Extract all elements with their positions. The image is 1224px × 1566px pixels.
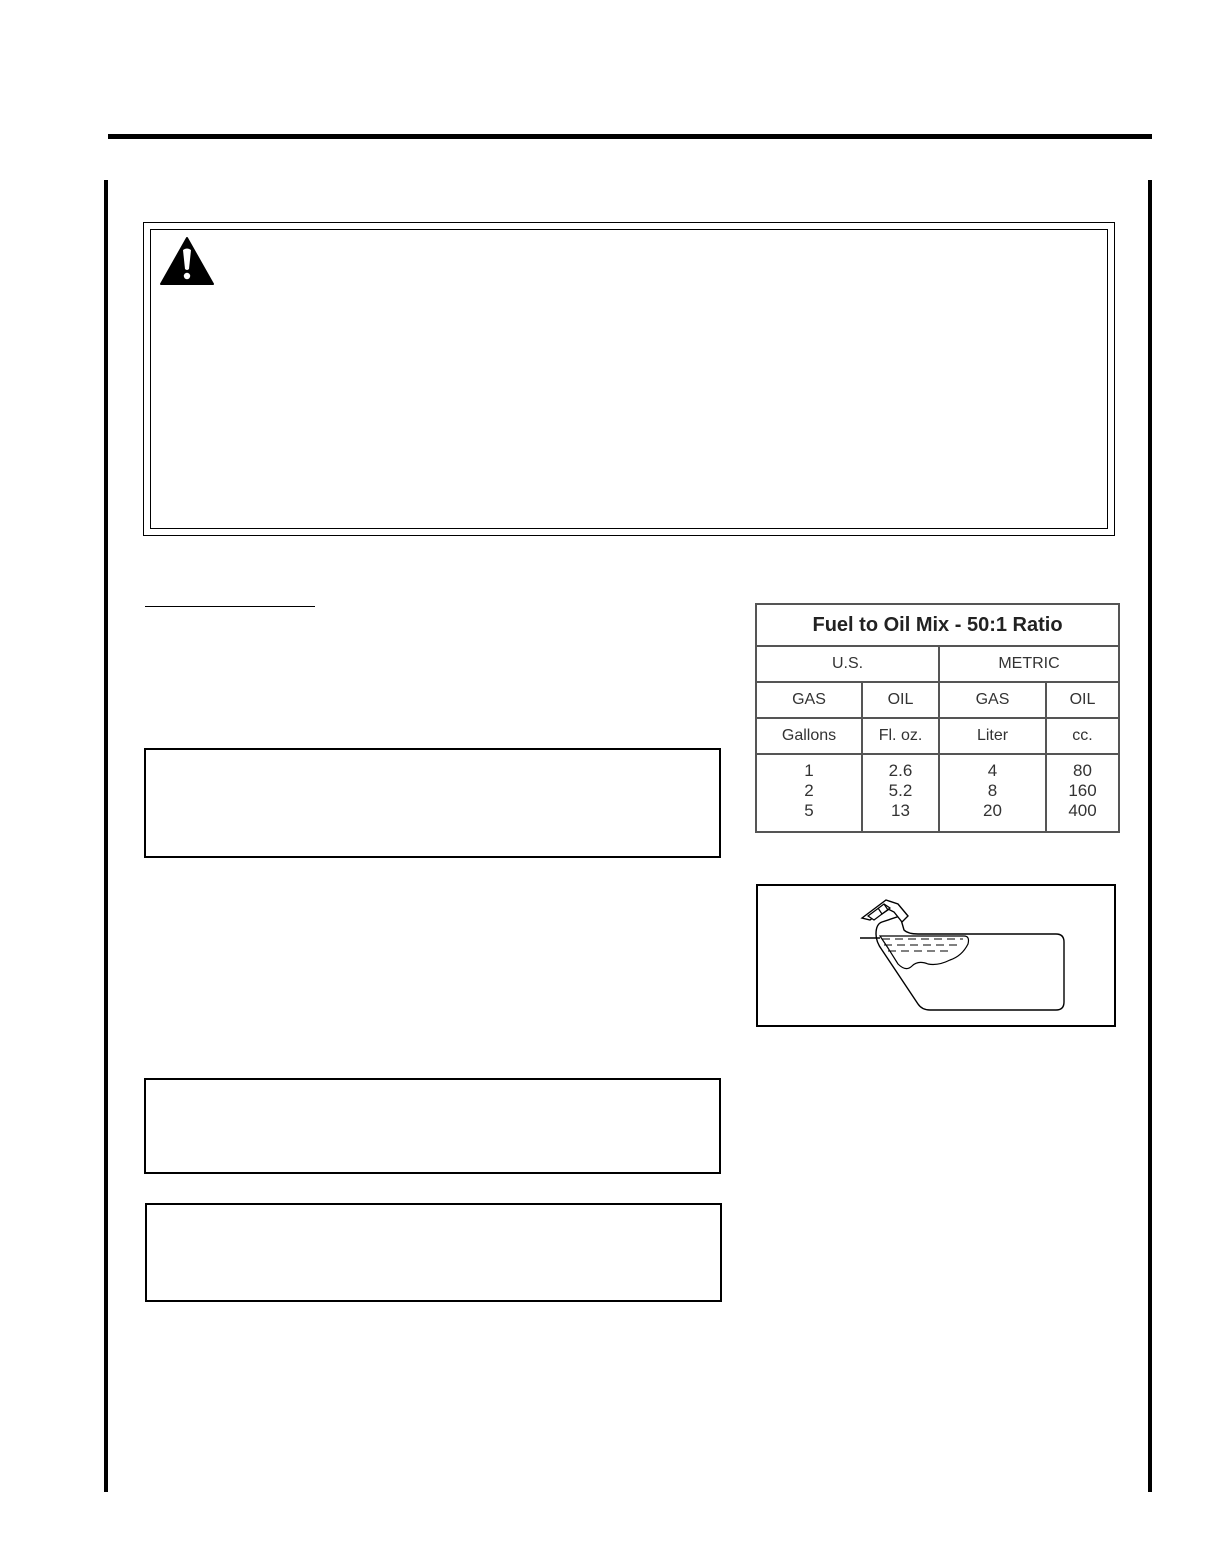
header-us-oil: OIL — [862, 682, 939, 718]
section-heading-underline — [145, 606, 315, 607]
table-cell: 1 — [804, 761, 814, 780]
unit-fl-oz: Fl. oz. — [862, 718, 939, 754]
header-metric-oil: OIL — [1046, 682, 1119, 718]
unit-cc: cc. — [1046, 718, 1119, 754]
left-margin-bar — [104, 180, 108, 1492]
group-metric: METRIC — [939, 646, 1119, 682]
values-us-gas — [756, 754, 862, 832]
note-box-3 — [145, 1203, 722, 1302]
table-cell: 160 — [1068, 781, 1097, 800]
note-box-1 — [144, 748, 721, 858]
table-cell: 5 — [804, 801, 814, 820]
table-cell: 4 — [987, 761, 998, 780]
table-cell: 5.2 — [888, 781, 913, 800]
header-us-gas: GAS — [756, 682, 862, 718]
values-metric-oil — [1046, 754, 1119, 832]
table-cell: 8 — [987, 781, 998, 800]
right-margin-bar — [1148, 180, 1152, 1492]
table-cell: 400 — [1068, 801, 1097, 820]
header-metric-gas: GAS — [939, 682, 1046, 718]
fuel-tank-illustration — [758, 886, 1114, 1025]
table-cell: 2 — [804, 781, 814, 800]
unit-liter: Liter — [939, 718, 1046, 754]
fuel-tank-figure — [756, 884, 1116, 1027]
table-cell: 80 — [1073, 761, 1092, 780]
table-title: Fuel to Oil Mix - 50:1 Ratio — [756, 604, 1119, 646]
unit-gallons: Gallons — [756, 718, 862, 754]
table-cell: 20 — [983, 801, 1002, 820]
warning-triangle-icon — [159, 236, 215, 286]
table-cell: 2.6 — [888, 761, 913, 780]
values-us-oil — [862, 754, 939, 832]
group-us: U.S. — [756, 646, 939, 682]
note-box-2 — [144, 1078, 721, 1174]
warning-box — [150, 229, 1108, 529]
table-cell: 13 — [891, 801, 910, 820]
fuel-oil-mix-table — [755, 603, 1120, 833]
header-rule — [108, 134, 1152, 139]
values-metric-gas — [939, 754, 1046, 832]
